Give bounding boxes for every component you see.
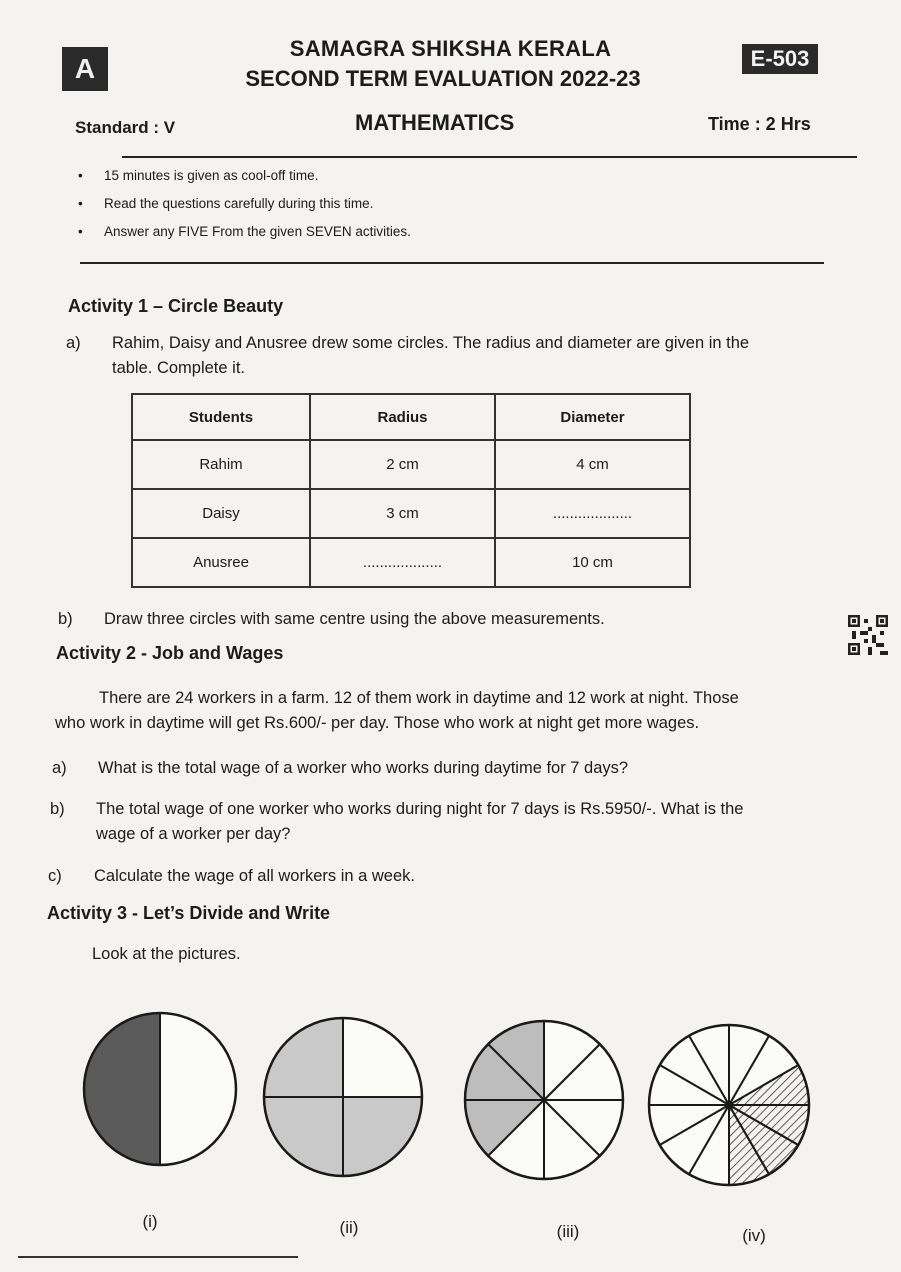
table-cell: 10 cm (495, 538, 690, 587)
instruction-item: • Answer any FIVE From the given SEVEN activities. (78, 224, 411, 239)
table-cell: Rahim (132, 440, 310, 489)
fraction-circle-ii (264, 1018, 422, 1176)
activity-3-title: Activity 3 - Let’s Divide and Write (47, 903, 331, 923)
organization-title: SAMAGRA SHIKSHA KERALA (289, 36, 612, 61)
table-header: Diameter (495, 394, 690, 440)
table-cell-blank: ................... (495, 489, 690, 538)
fraction-circle-iii (465, 1021, 623, 1179)
table-cell: Anusree (132, 538, 310, 587)
qr-code (848, 615, 888, 655)
paper-code-badge: E-503 (742, 44, 818, 74)
table-row (132, 440, 690, 489)
header-divider (122, 156, 857, 158)
table-row (132, 489, 690, 538)
picture-caption: (iv) (742, 1226, 766, 1245)
activity-1-question-b: b) Draw three circles with same centre using the above measurements. (58, 610, 605, 628)
table-cell: 3 cm (310, 489, 495, 538)
standard-label: Standard : V (75, 118, 176, 137)
shaded-sector (84, 1013, 160, 1165)
table-row (132, 538, 690, 587)
exam-title: SECOND TERM EVALUATION 2022-23 (245, 66, 641, 91)
fraction-circle-i (84, 1013, 236, 1165)
table-cell: 4 cm (495, 440, 690, 489)
table-cell: Daisy (132, 489, 310, 538)
instructions-divider (80, 262, 824, 264)
table-header: Students (132, 394, 310, 440)
activity-2-question-b: b) The total wage of one worker who works during night for 7 days is Rs.5950/-. What is the wage of a worker per day? (50, 800, 744, 843)
activity-1-title: Activity 1 – Circle Beauty (68, 296, 284, 316)
footer-divider (18, 1256, 298, 1258)
activity-2-title: Activity 2 - Job and Wages (56, 643, 284, 663)
table-cell-blank: ................... (310, 538, 495, 587)
unshaded-sector (160, 1013, 236, 1165)
activity-2-question-c: c) Calculate the wage of all workers in a week. (48, 867, 415, 885)
table-header: Radius (310, 394, 495, 440)
table-header-row (132, 394, 690, 440)
subject-title: MATHEMATICS (355, 110, 515, 135)
picture-caption: (iii) (556, 1222, 580, 1241)
activity-1-question-a: a) Rahim, Daisy and Anusree drew some circles. The radius and diameter are given in the table. Complete it. (66, 334, 750, 377)
table-cell: 2 cm (310, 440, 495, 489)
activity-2-paragraph: There are 24 workers in a farm. 12 of them work in daytime and 12 work at night. Those who work in daytime will get Rs.600/- per day. Those who work at night get more wages. (55, 689, 739, 732)
fraction-circle-iv (649, 1025, 809, 1185)
activity-2-question-a: a) What is the total wage of a worker who works during daytime for 7 days? (52, 759, 629, 777)
picture-caption: (ii) (339, 1218, 359, 1237)
paper-set-badge: A (62, 47, 108, 91)
instruction-item: • 15 minutes is given as cool-off time. (78, 168, 319, 183)
time-label: Time : 2 Hrs (708, 114, 811, 134)
picture-caption: (i) (142, 1212, 158, 1231)
activity-3-intro: Look at the pictures. (92, 945, 241, 963)
instruction-item: • Read the questions carefully during this time. (78, 196, 374, 211)
fraction-pictures (0, 1000, 901, 1200)
radius-diameter-table (131, 393, 691, 588)
